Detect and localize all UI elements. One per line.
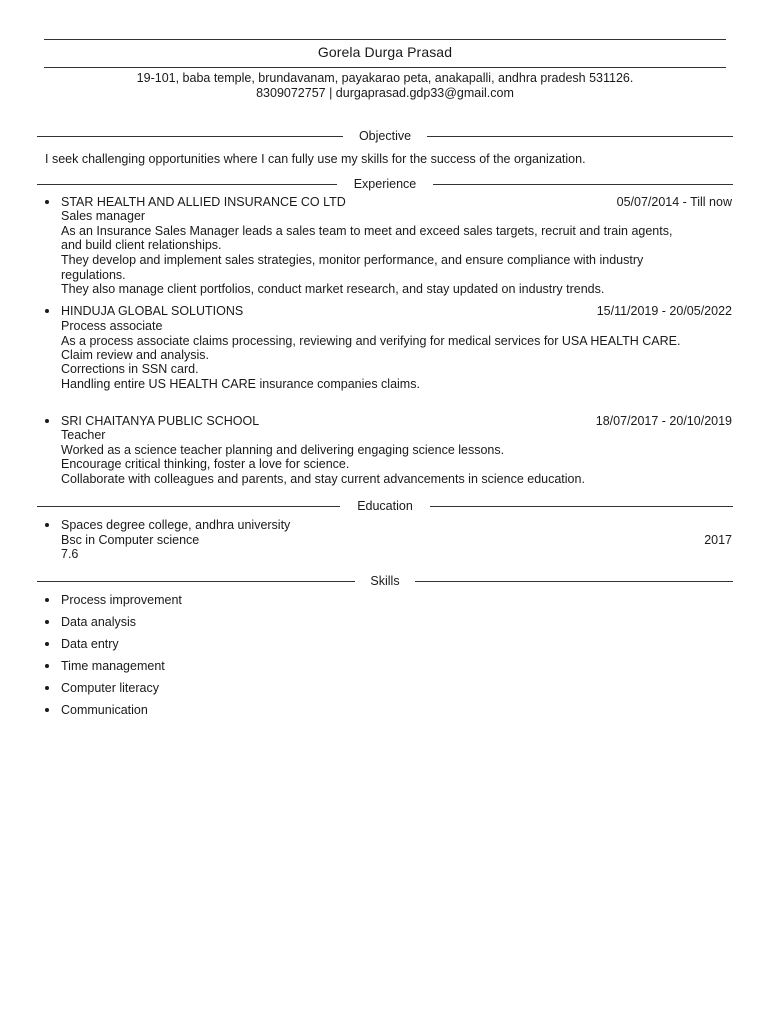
experience-line: They also manage client portfolios, conduct market research, and stay updated on industry trends. xyxy=(61,282,605,296)
bullet-icon xyxy=(45,309,49,313)
section-rule-left xyxy=(37,506,340,507)
skill-item: Time management xyxy=(61,659,165,673)
skill-item: Process improvement xyxy=(61,593,182,607)
education-year: 2017 xyxy=(704,533,732,547)
experience-role: Teacher xyxy=(61,428,106,442)
experience-line: Claim review and analysis. xyxy=(61,348,209,362)
section-title: Experience xyxy=(353,177,417,191)
section-rule-left xyxy=(37,136,343,137)
bullet-icon xyxy=(45,200,49,204)
bullet-icon xyxy=(45,419,49,423)
education-degree: Bsc in Computer science xyxy=(61,533,200,547)
education-section-header xyxy=(37,498,733,514)
bullet-icon xyxy=(45,523,49,527)
experience-org: STAR HEALTH AND ALLIED INSURANCE CO LTD xyxy=(61,195,346,209)
bullet-icon xyxy=(45,620,49,624)
address-line: 19-101, baba temple, brundavanam, payakarao peta, anakapalli, andhra pradesh 531126. xyxy=(136,71,634,85)
contact-line: 8309072757 | durgaprasad.gdp33@gmail.com xyxy=(256,86,514,100)
section-rule-right xyxy=(427,136,733,137)
experience-dates: 15/11/2019 - 20/05/2022 xyxy=(596,304,732,318)
experience-line: and build client relationships. xyxy=(61,238,222,252)
experience-role: Sales manager xyxy=(61,209,146,223)
skill-item: Computer literacy xyxy=(61,681,159,695)
skills-section-header xyxy=(37,573,733,589)
experience-org: HINDUJA GLOBAL SOLUTIONS xyxy=(61,304,244,318)
bullet-icon xyxy=(45,708,49,712)
education-institution: Spaces degree college, andhra university xyxy=(61,518,291,532)
candidate-name: Gorela Durga Prasad xyxy=(317,44,453,60)
experience-line: As a process associate claims processing, reviewing and verifying for medical services for USA HEALTH CARE. xyxy=(61,334,681,348)
bullet-icon xyxy=(45,686,49,690)
header-top-rule xyxy=(44,39,726,40)
experience-role: Process associate xyxy=(61,319,163,333)
experience-dates: 05/07/2014 - Till now xyxy=(616,195,732,209)
experience-section-header xyxy=(37,176,733,192)
experience-line: Handling entire US HEALTH CARE insurance companies claims. xyxy=(61,377,420,391)
bullet-icon xyxy=(45,642,49,646)
experience-line: As an Insurance Sales Manager leads a sales team to meet and exceed sales targets, recruit and train agents, xyxy=(61,224,673,238)
experience-line: Worked as a science teacher planning and delivering engaging science lessons. xyxy=(61,443,505,457)
objective-text: I seek challenging opportunities where I can fully use my skills for the success of the organization. xyxy=(45,152,586,166)
section-title: Objective xyxy=(358,129,412,143)
experience-line: They develop and implement sales strategies, monitor performance, and ensure compliance with industry xyxy=(61,253,644,267)
experience-dates: 18/07/2017 - 20/10/2019 xyxy=(595,414,732,428)
section-rule-left xyxy=(37,184,337,185)
section-title: Education xyxy=(357,499,413,513)
bullet-icon xyxy=(45,598,49,602)
section-rule-left xyxy=(37,581,355,582)
experience-org: SRI CHAITANYA PUBLIC SCHOOL xyxy=(61,414,260,428)
section-rule-right xyxy=(430,506,733,507)
experience-line: regulations. xyxy=(61,268,126,282)
education-score: 7.6 xyxy=(61,547,79,561)
section-rule-right xyxy=(433,184,733,185)
section-rule-right xyxy=(415,581,733,582)
objective-section-header xyxy=(37,128,733,144)
experience-line: Collaborate with colleagues and parents, and stay current advancements in science education. xyxy=(61,472,585,486)
header-bottom-rule xyxy=(44,67,726,68)
skill-item: Communication xyxy=(61,703,148,717)
skill-item: Data analysis xyxy=(61,615,137,629)
experience-line: Encourage critical thinking, foster a love for science. xyxy=(61,457,350,471)
bullet-icon xyxy=(45,664,49,668)
section-title: Skills xyxy=(370,574,400,588)
experience-line: Corrections in SSN card. xyxy=(61,362,199,376)
skill-item: Data entry xyxy=(61,637,119,651)
